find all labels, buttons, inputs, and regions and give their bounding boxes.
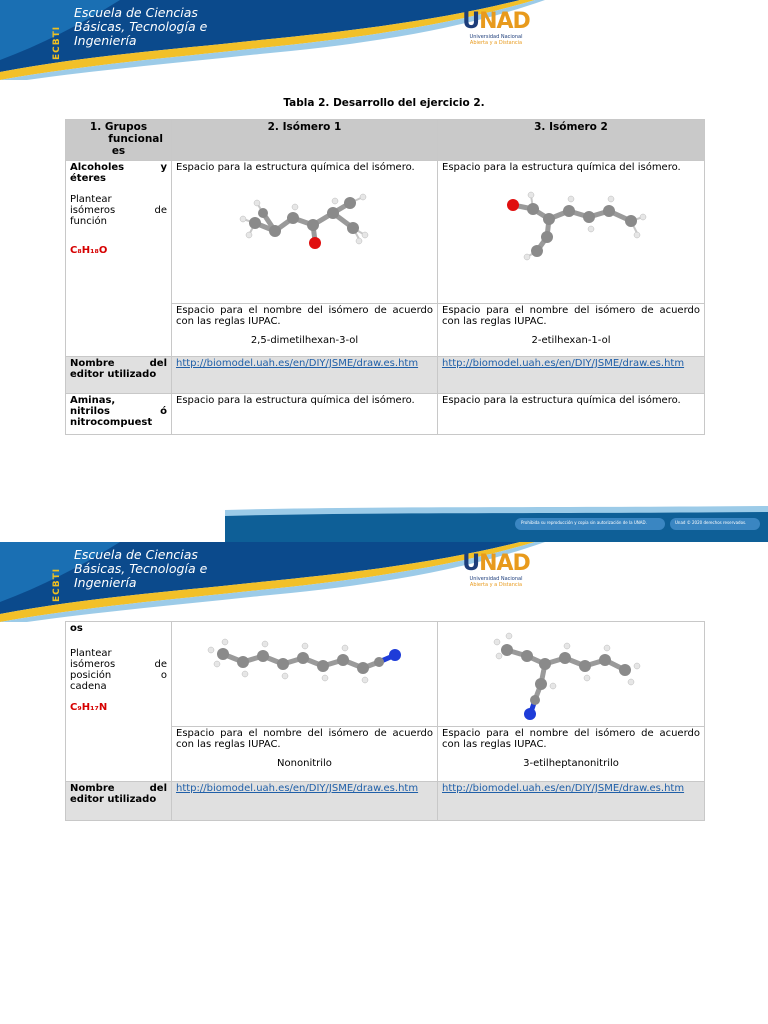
school-name-2: Escuela de Ciencias Básicas, Tecnología e Ingeniería	[74, 547, 208, 590]
group-cell-aminas-cont: os Plantear isómeros de posición o cadena C₉H₁₇N	[66, 622, 172, 782]
name-cell-isomero-1: Espacio para el nombre del isómero de acuerdo con las reglas IUPAC. 2,5-dimetilhexan-3-ol	[172, 304, 438, 357]
header-banner-2	[0, 542, 768, 622]
page-2	[0, 542, 768, 1024]
structure-cell-isomero-1: Espacio para la estructura química del isómero.	[172, 161, 438, 304]
ecbti-side-label-2: ECBTI	[52, 567, 62, 602]
page-1	[0, 0, 768, 505]
molecule-image-2-etilhexan-1-ol	[491, 173, 651, 263]
table-row-structure	[66, 161, 705, 304]
isomer-name-1: 2,5-dimetilhexan-3-ol	[250, 335, 359, 346]
group-cell-aminas: Aminas, nitrilos ó nitrocompuest	[66, 394, 172, 435]
structure-text-cell-2-2: Espacio para la estructura química del isómero.	[438, 394, 705, 435]
molecule-image-nononitrilo	[205, 632, 405, 702]
ecbti-side-label: ECBTI	[52, 25, 62, 60]
table-header-row	[66, 120, 705, 161]
footer-copyright: Unad © 2020 derechos reservados.	[675, 520, 747, 525]
formula-c9h17n: C₉H₁₇N	[70, 702, 108, 713]
structure-cell-nononitrilo	[172, 622, 438, 727]
table-row-structure-2	[66, 394, 705, 435]
editor-link-2[interactable]: http://biomodel.uah.es/en/DIY/JSME/draw.es.htm	[442, 358, 685, 369]
unad-wordmark-2: UNAD	[462, 551, 530, 576]
isomer-name-2: 2-etilhexan-1-ol	[531, 335, 611, 346]
col-header-isomero-1: 2. Isómero 1	[172, 120, 438, 161]
unad-wordmark: UNAD	[462, 9, 530, 34]
col-header-grupos: 1. Grupos funcional es	[66, 120, 172, 161]
table-row-editor-2	[66, 782, 705, 821]
unad-logo-2: UNAD Universidad Nacional Abierta y a Distancia	[460, 552, 532, 604]
structure-cell-3-etilheptanonitrilo	[438, 622, 705, 727]
isomer-name-3-etilheptanonitrilo: 3-etilheptanonitrilo	[523, 758, 619, 769]
col-header-isomero-2: 3. Isómero 2	[438, 120, 705, 161]
editor-link-3[interactable]: http://biomodel.uah.es/en/DIY/JSME/draw.es.htm	[176, 783, 419, 794]
exercise-table-part1	[65, 119, 705, 435]
molecule-image-3-etilheptanonitrilo	[491, 624, 651, 724]
table-row-structure-2-cont	[66, 622, 705, 727]
name-cell-isomero-2: Espacio para el nombre del isómero de acuerdo con las reglas IUPAC. 2-etilhexan-1-ol	[438, 304, 705, 357]
structure-cell-isomero-2: Espacio para la estructura química del isómero.	[438, 161, 705, 304]
editor-link-1[interactable]: http://biomodel.uah.es/en/DIY/JSME/draw.es.htm	[176, 358, 419, 369]
formula-c8h18o: C₈H₁₈O	[70, 245, 108, 256]
structure-text-cell-2-1: Espacio para la estructura química del isómero.	[172, 394, 438, 435]
header-banner	[0, 0, 768, 80]
footer-notice: Prohibida su reproducción y copia sin autorización de la UNAD.	[521, 520, 647, 525]
isomer-name-nononitrilo: Nononitrilo	[277, 758, 332, 769]
school-name: Escuela de Ciencias Básicas, Tecnología e Ingeniería	[74, 5, 208, 48]
table-row-editor	[66, 357, 705, 394]
unad-logo: UNAD Universidad Nacional Abierta y a Distancia	[460, 10, 532, 62]
footer-band	[225, 506, 768, 542]
molecule-image-2-5-dimetilhexan-3-ol	[235, 173, 375, 263]
editor-label-2: Nombre del editor utilizado	[66, 782, 172, 821]
exercise-table-part2	[65, 621, 705, 821]
editor-link-4[interactable]: http://biomodel.uah.es/en/DIY/JSME/draw.es.htm	[442, 783, 685, 794]
group-cell-alcoholes: Alcoholes y éteres Plantear isómeros de función C₈H₁₈O	[66, 161, 172, 357]
name-cell-3-etilheptanonitrilo: Espacio para el nombre del isómero de acuerdo con las reglas IUPAC. 3-etilheptanonitrilo	[438, 727, 705, 782]
table-title: Tabla 2. Desarrollo del ejercicio 2.	[283, 97, 485, 109]
editor-label: Nombre del editor utilizado	[66, 357, 172, 394]
name-cell-nononitrilo: Espacio para el nombre del isómero de acuerdo con las reglas IUPAC. Nononitrilo	[172, 727, 438, 782]
